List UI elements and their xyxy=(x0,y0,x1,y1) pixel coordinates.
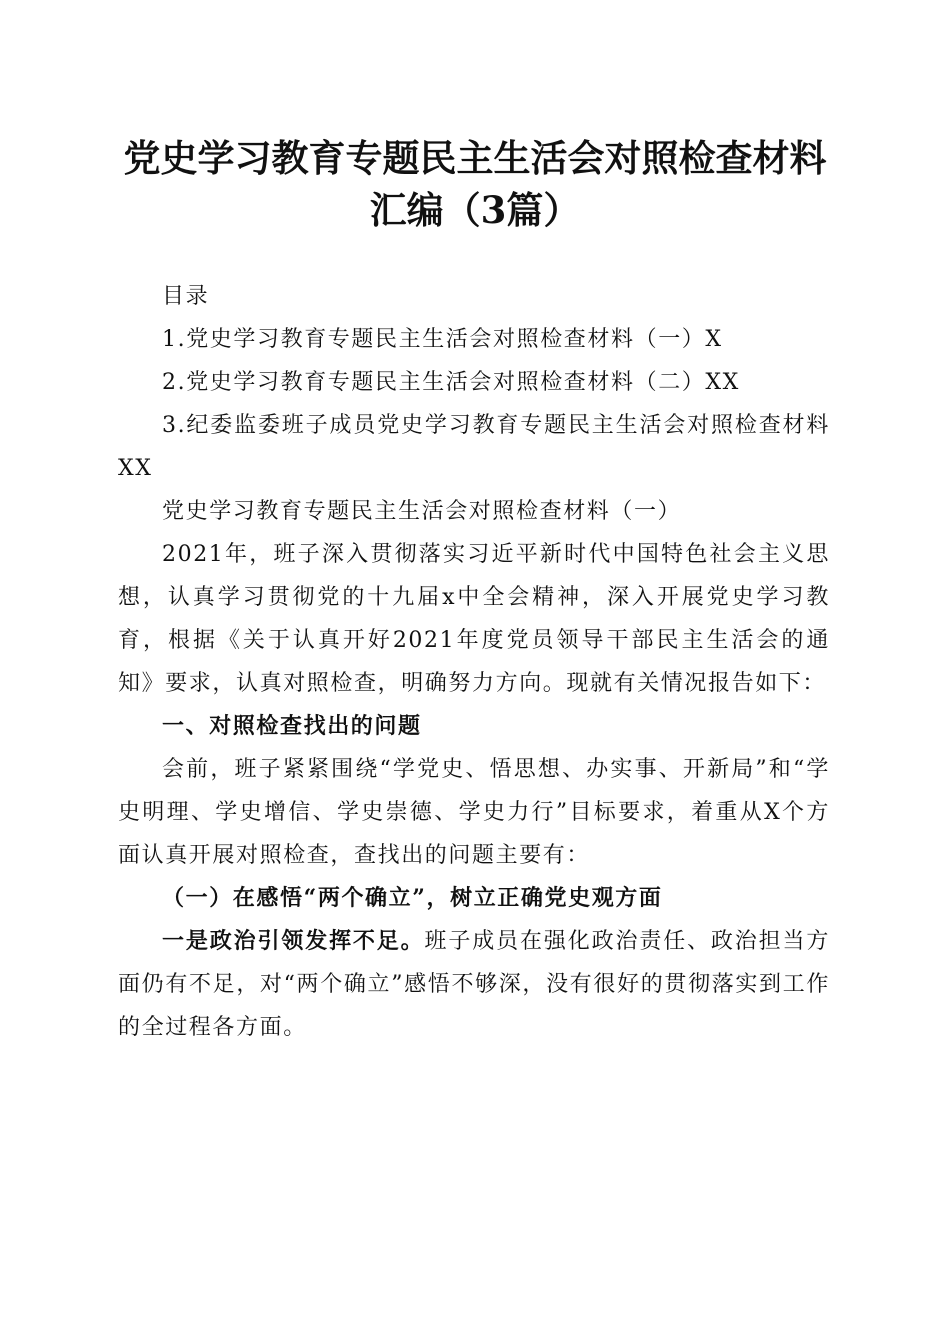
section-title: 党史学习教育专题民主生活会对照检查材料（一） xyxy=(162,499,682,524)
point-1-text: 班子成员在强化政治责任、政治担当方面仍有不足，对“两个确立”感悟不够深，没有很好的贯彻落实到工作的全过程各方面。 xyxy=(118,929,830,1040)
point-1-lead: 一是政治引领发挥不足。 xyxy=(162,928,425,954)
intro-paragraph: 2021年，班子深入贯彻落实习近平新时代中国特色社会主义思想，认真学习贯彻党的十九届x中全会精神，深入开展党史学习教育，根据《关于认真开好2021年度党员领导干部民主生活会的通知》要求，认真对照检查，明确努力方向。现就有关情况报告如下： xyxy=(118,542,830,696)
subheading-1: （一）在感悟“两个确立”，树立正确党史观方面 xyxy=(162,885,663,911)
toc-item-2: 2.党史学习教育专题民主生活会对照检查材料（二）XX xyxy=(162,370,740,395)
paragraph-2: 会前，班子紧紧围绕“学党史、悟思想、办实事、开新局”和“学史明理、学史增信、学史崇德、学史力行”目标要求，着重从X个方面认真开展对照检查，查找出的问题主要有： xyxy=(118,757,830,868)
toc-item-3: 3.纪委监委班子成员党史学习教育专题民主生活会对照检查材料XX xyxy=(118,413,830,481)
toc-item-1: 1.党史学习教育专题民主生活会对照检查材料（一）X xyxy=(162,327,723,352)
document-title: 党史学习教育专题民主生活会对照检查材料汇编（3篇） xyxy=(123,136,827,232)
heading-1: 一、对照检查找出的问题 xyxy=(162,714,422,739)
document-body xyxy=(118,275,830,1049)
toc-heading: 目录 xyxy=(162,284,210,309)
point-1-paragraph xyxy=(118,920,830,1049)
